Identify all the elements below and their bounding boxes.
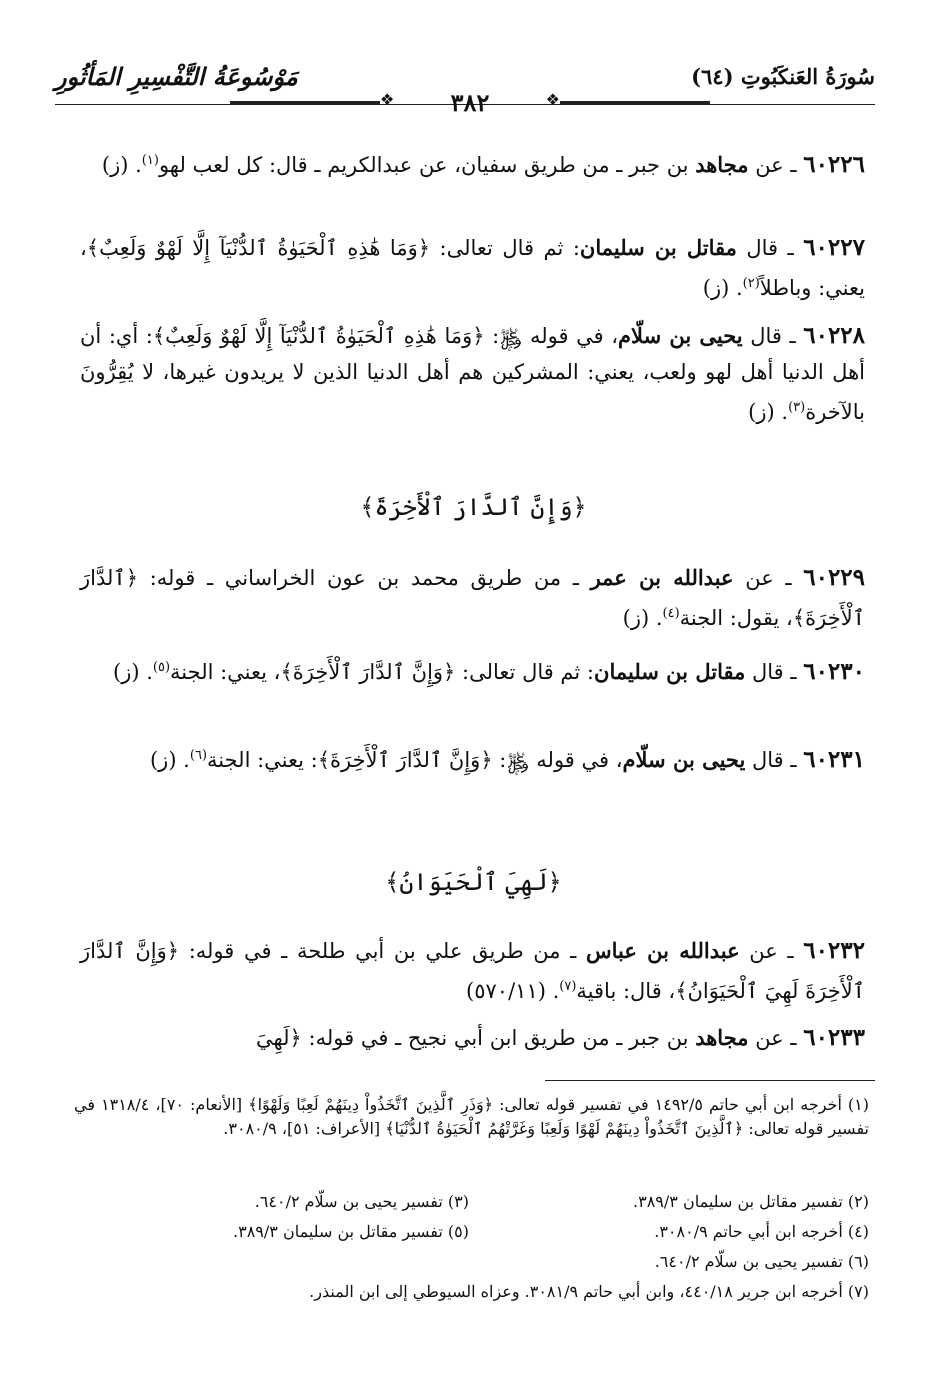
page-number-rule-left — [230, 101, 380, 104]
entry-number: ٦٠٢٢٦ — [803, 151, 865, 178]
book-title: مَوْسُوعَةُ التَّفْسِيرِ المَأثُورِ — [55, 62, 298, 91]
entry: ٦٠٢٣٢ ـ عن عبدالله بن عباس ـ من طريق علي بن أبي طلحة ـ في قوله: ﴿وَإِنَّ ٱلدَّارَ ٱلْأَخِرَةَ لَهِيَ ٱلْحَيَوَانُ﴾، قال: باقية$^{(٧)}$. (٥٧٠/١١) — [80, 937, 865, 1003]
ornament-icon: ❖ — [380, 90, 395, 109]
footnote-ref[interactable]: (٤) — [662, 606, 680, 621]
footnote-ref[interactable]: (٥) — [152, 660, 171, 675]
entry: ٦٠٢٢٦ ـ عن مجاهد بن جبر ـ من طريق سفيان، عن عبدالكريم ـ قال: كل لعب لهو$^{(١)}$. (ز) — [101, 151, 865, 178]
surah-title: سُورَةُ العَنكَبُوتِ (٦٤) — [691, 64, 875, 89]
footnote-4: (٤) أخرجه ابن أبي حاتم ٣٠٨٠/٩. — [654, 1222, 869, 1241]
entry: ٦٠٢٣١ ـ قال يحيى بن سلّام، في قوله ﷿: ﴿وَإِنَّ ٱلدَّارَ ٱلْأَخِرَةَ﴾: يعني: الجنة$^{(٦)}$. (ز) — [149, 746, 865, 773]
page-number-bar — [230, 88, 710, 118]
footnote-ref[interactable]: (٦) — [189, 748, 208, 763]
narrator-name: عبدالله بن عباس — [585, 938, 740, 963]
entry-number: ٦٠٢٣٠ — [803, 658, 865, 685]
footnote-2: (٢) تفسير مقاتل بن سليمان ٣٨٩/٣. — [633, 1192, 869, 1211]
footnote-7: (٧) أخرجه ابن جرير ٤٤٠/١٨، وابن أبي حاتم ٣٠٨١/٩. وعزاه السيوطي إلى ابن المنذر. — [309, 1282, 869, 1301]
page-number: ٣٨٢ — [450, 88, 490, 117]
narrator-name: يحيى بن سلّام — [622, 747, 746, 772]
entry: ٦٠٢٣٠ ـ قال مقاتل بن سليمان: ثم قال تعالى: ﴿وَإِنَّ ٱلدَّارَ ٱلْأَخِرَةَ﴾، يعني: الجنة$^{(٥)}$. (ز) — [113, 658, 865, 685]
narrator-name: مجاهد — [695, 152, 749, 177]
footnote-ref[interactable]: (٧) — [559, 979, 577, 994]
footnote-ref[interactable]: (٢) — [742, 276, 760, 291]
footnote-1: (١) أخرجه ابن أبي حاتم ١٤٩٢/٥ في تفسير قوله تعالى: ﴿وَذَرِ ٱلَّذِينَ ٱتَّخَذُواْ دِينَهُمْ لَعِبًا وَلَهْوًا﴾ [الأنعام: ٧٠]، ١٣١٨/٤ في تفسير قوله تعالى: ﴿ٱلَّذِينَ ٱتَّخَذُواْ دِينَهُمْ لَهْوًا وَلَعِبًا وَغَرَّتْهُمُ ٱلْحَيَوٰةُ ٱلدُّنْيَا﴾ [الأعراف: ٥١]، ٣٠٨٠/٩. — [74, 1095, 870, 1138]
entry-number: ٦٠٢٢٩ — [803, 564, 866, 591]
narrator-name: مجاهد — [695, 1025, 749, 1050]
narrator-name: يحيى بن سلّام — [618, 323, 743, 348]
entry: ٦٠٢٢٧ ـ قال مقاتل بن سليمان: ثم قال تعالى: ﴿وَمَا هَٰذِهِ ٱلْحَيَوٰةُ ٱلدُّنْيَآ إِلَّا لَهْوٌ وَلَعِبٌ﴾، يعني: وباطلاً$^{(٢)}$. (ز) — [80, 234, 865, 300]
entry-number: ٦٠٢٣٣ — [803, 1024, 865, 1051]
narrator-name: مقاتل بن سليمان — [579, 235, 737, 260]
entry-number: ٦٠٢٣١ — [803, 746, 865, 773]
page-number-rule-right — [560, 101, 710, 104]
entry-number: ٦٠٢٢٨ — [803, 322, 866, 349]
entry-number: ٦٠٢٢٧ — [803, 234, 865, 261]
ornament-icon: ❖ — [545, 90, 560, 109]
narrator-name: عبدالله بن عمر — [590, 565, 734, 590]
entry: ٦٠٢٢٩ ـ عن عبدالله بن عمر ـ من طريق محمد بن عون الخراساني ـ قوله: ﴿ٱلدَّارَ ٱلْأَخِرَةَ﴾، يقول: الجنة$^{(٤)}$. (ز) — [80, 564, 866, 630]
section-heading: ﴿لَهِيَ ٱلْحَيَوَانُ﴾ — [385, 868, 562, 896]
footnote-ref[interactable]: (٣) — [788, 400, 806, 415]
footnote-separator — [545, 1080, 875, 1081]
footnote-6: (٦) تفسير يحيى بن سلّام ٦٤٠/٢. — [654, 1252, 869, 1271]
section-heading: ﴿وَإِنَّ ٱلدَّارَ ٱلْأَخِرَةَ﴾ — [360, 493, 587, 521]
narrator-name: مقاتل بن سليمان — [594, 659, 746, 684]
footnote-ref[interactable]: (١) — [141, 153, 159, 168]
entry: ٦٠٢٢٨ ـ قال يحيى بن سلّام، في قوله ﷿: ﴿وَمَا هَٰذِهِ ٱلْحَيَوٰةُ ٱلدُّنْيَآ إِلَّا لَهْوٌ وَلَعِبٌ﴾: أي: أن أهل الدنيا أهل لهو ولعب، يعني: المشركين هم أهل الدنيا الذين لا يريدون غيرها، لا يُقِرُّونَ بالآخرة$^{(٣)}$. (ز) — [80, 322, 866, 424]
entry-number: ٦٠٢٣٢ — [803, 937, 865, 964]
footnote-3: (٣) تفسير يحيى بن سلّام ٦٤٠/٢. — [254, 1192, 469, 1211]
entry: ٦٠٢٣٣ ـ عن مجاهد بن جبر ـ من طريق ابن أبي نجيح ـ في قوله: ﴿لَهِيَ — [255, 1024, 865, 1051]
footnote-5: (٥) تفسير مقاتل بن سليمان ٣٨٩/٣. — [233, 1222, 469, 1241]
